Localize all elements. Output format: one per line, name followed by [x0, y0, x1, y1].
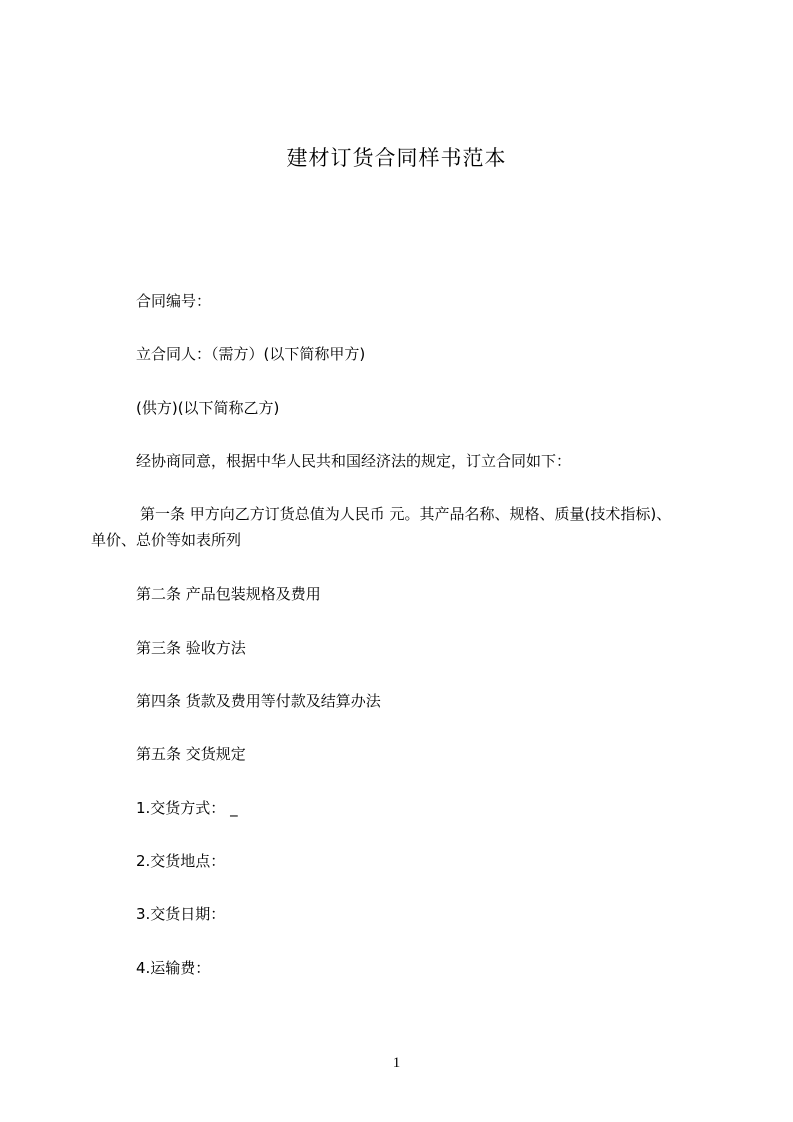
document-title: 建材订货合同样书范本: [286, 146, 507, 170]
transport-fee-line: 4.运输费：: [136, 959, 211, 977]
article-1-line-2: 单价、总价等如表所列: [91, 531, 242, 549]
article-2-line: 第二条 产品包装规格及费用: [136, 585, 321, 603]
page-number: 1: [392, 1055, 401, 1071]
contract-number-line: 合同编号：: [136, 292, 212, 310]
article-5-line: 第五条 交货规定: [136, 745, 246, 763]
delivery-location-line: 2.交货地点：: [136, 852, 226, 870]
delivery-date-line: 3.交货日期：: [136, 905, 226, 923]
delivery-method-line: 1.交货方式： _: [136, 799, 238, 817]
article-1-line-1: 第一条 甲方向乙方订货总值为人民币 元。其产品名称、规格、质量(技术指标)、: [140, 505, 672, 523]
article-3-line: 第三条 验收方法: [136, 639, 246, 657]
parties-buyer-line: 立合同人：（需方）(以下简称甲方): [136, 345, 366, 363]
agreement-intro-line: 经协商同意，根据中华人民共和国经济法的规定，订立合同如下：: [136, 452, 572, 470]
article-4-line: 第四条 货款及费用等付款及结算办法: [136, 692, 381, 710]
parties-seller-line: (供方)(以下简称乙方): [136, 399, 280, 417]
